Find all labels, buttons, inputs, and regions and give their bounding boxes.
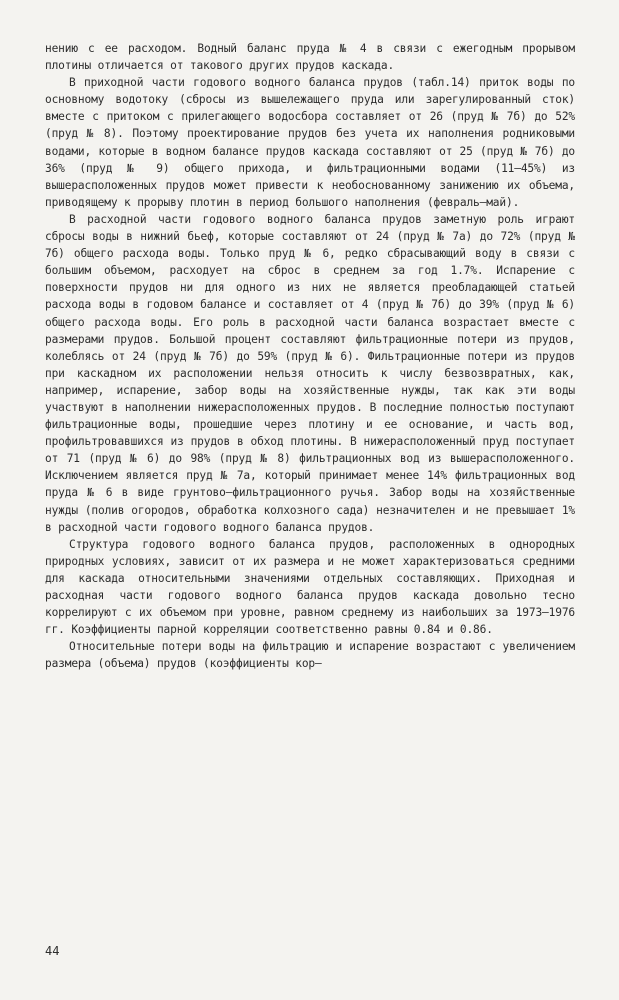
paragraph-outflow: В расходной части годового водного баланса прудов заметную роль играют сбросы воды в нижний бьеф, которые составляют от 24 (пруд № 7а) до 72% (пруд № 7б) общего расхода воды. Только пруд № 6, редко сбрасывающий воду в связи с большим объемом, расходует на сброс в среднем за год 1.7%. Испарение с поверхности прудов ни для одного из них не является преобладающей статьей расхода воды в годовом балансе и составляет от 4 (пруд № 7б) до 39% (пруд № 6) общего расхода воды. Его роль в расходной части баланса возрастает вместе с размерами прудов. Большой процент составляют фильтрационные потери из прудов, колеблясь от 24 (пруд № 7б) до 59% (пруд № 6). Фильтрационные потери из прудов при каскадном их расположении нельзя относить к числу безвозвратных, как, например, испарение, забор воды на хозяйственные нужды, так как эти воды участвуют в наполнении нижерасположенных прудов. В последние полностью поступают фильтрационные воды, прошедшие через плотину и ее основание, и часть вод, профильтровавшихся из прудов в обход плотины. В нижерасположенный пруд поступает от 71 (пруд № 6) до 98% (пруд № 8) фильтрационных вод из вышерасположенного. Исключением является пруд № 7а, который принимает менее 14% фильтрационных вод пруда № 6 в виде грунтово–фильтрационного ручья. Забор воды на хозяйственные нужды (полив огородов, обработка колхозного сада) незначителен и не превышает 1% в расходной части годового водного баланса прудов. [45, 212, 575, 534]
page-number: 44 [45, 944, 60, 958]
paragraph-structure: Структура годового водного баланса прудов, расположенных в однородных природных условиях, зависит от их размера и не может характеризоваться средними для каскада относительными значениями отдельных составляющих. Приходная и расходная части годового водного баланса прудов каскада довольно тесно коррелируют с их объемом при уровне, равном среднему из наибольших за 1973–1976 гг. Коэффициенты парной корреляции соответственно равны 0.84 и 0.86. [45, 537, 575, 637]
paragraph-continuation: нению с ее расходом. Водный баланс пруда № 4 в связи с ежегодным прорывом плотины отличается от такового других прудов каскада. [45, 42, 575, 73]
paragraph-inflow: В приходной части годового водного баланса прудов (табл.14) приток воды по основному водотоку (сбросы из вышележащего пруда или зарегулированный сток) вместе с притоком с прилегающего водосбора составляет от 26 (пруд № 7б) до 52% (пруд № 8). Поэтому проектирование прудов без учета их наполнения родниковыми водами, которые в водном балансе прудов каскада составляют от 25 (пруд № 7б) до 36% (пруд № 9) общего прихода, и фильтрационными водами (11–45%) из вышерасположенных прудов может привести к необоснованному занижению их объема, приводящему к прорыву плотин в период большого наполнения (февраль–май). [45, 76, 575, 209]
paragraph-relative-losses: Относительные потери воды на фильтрацию и испарение возрастают с увеличением размера (объема) прудов (коэффициенты кор– [45, 640, 575, 671]
